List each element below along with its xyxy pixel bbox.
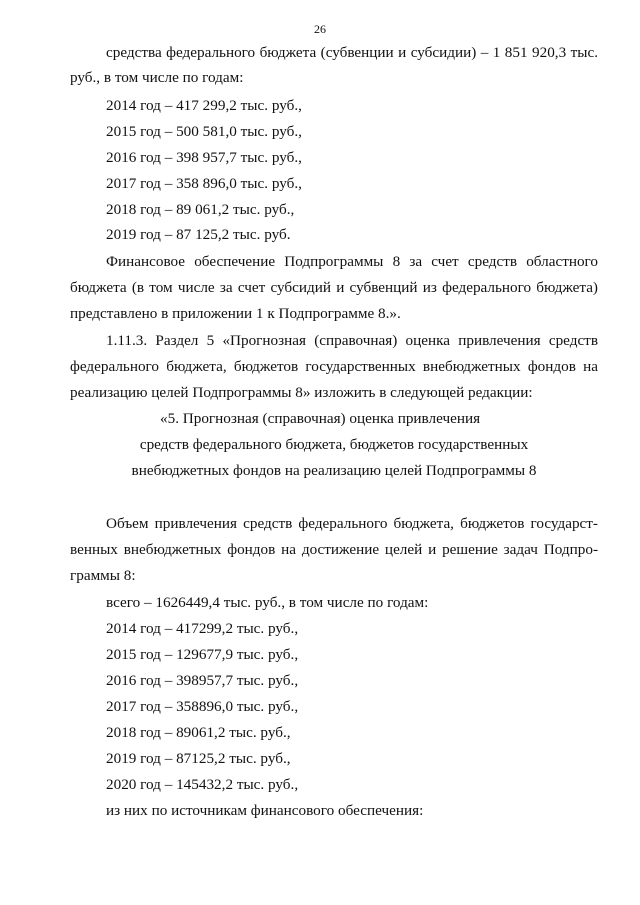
- page-number: 26: [314, 22, 326, 36]
- section-heading-line1: «5. Прогнозная (справочная) оценка привлечения: [160, 410, 481, 427]
- volume-paragraph-line1: Объем привлечения средств федерального бюджета, бюджетов государст-: [106, 515, 598, 532]
- block1-year-2016: 2016 год – 398 957,7 тыс. руб.,: [106, 149, 302, 166]
- block2-year-2016: 2016 год – 398957,7 тыс. руб.,: [106, 672, 299, 689]
- block2-year-2018: 2018 год – 89061,2 тыс. руб.,: [106, 724, 291, 741]
- block2-year-2015: 2015 год – 129677,9 тыс. руб.,: [106, 646, 299, 663]
- block1-year-2019: 2019 год – 87 125,2 тыс. руб.: [106, 226, 291, 243]
- section-paragraph-line3: реализацию целей Подпрограммы 8» изложить в следующей редакции:: [70, 384, 533, 401]
- block2-sources-line: из них по источникам финансового обеспечения:: [106, 802, 424, 819]
- section-heading-line3: внебюджетных фондов на реализацию целей Подпрограммы 8: [131, 462, 537, 479]
- section-heading-line2: средств федерального бюджета, бюджетов государственных: [139, 436, 529, 453]
- block1-year-2014: 2014 год – 417 299,2 тыс. руб.,: [106, 97, 302, 114]
- block2-year-2020: 2020 год – 145432,2 тыс. руб.,: [106, 776, 299, 793]
- financing-paragraph-line2: бюджета (в том числе за счет субсидий и субвенций из федерального бюджета): [70, 279, 598, 296]
- volume-paragraph-line3: граммы 8:: [70, 567, 136, 584]
- volume-paragraph-line2: венных внебюджетных фондов на достижение целей и решение задач Подпро-: [70, 541, 598, 558]
- block1-year-2018: 2018 год – 89 061,2 тыс. руб.,: [106, 201, 295, 218]
- block2-year-2019: 2019 год – 87125,2 тыс. руб.,: [106, 750, 291, 767]
- section-paragraph-line2: федерального бюджета, бюджетов государственных внебюджетных фондов на: [70, 358, 598, 375]
- block1-line2: руб., в том числе по годам:: [70, 69, 244, 86]
- section-paragraph-line1: 1.11.3. Раздел 5 «Прогнозная (справочная) оценка привлечения средств: [106, 332, 598, 349]
- block1-year-2017: 2017 год – 358 896,0 тыс. руб.,: [106, 175, 302, 192]
- block2-year-2017: 2017 год – 358896,0 тыс. руб.,: [106, 698, 299, 715]
- financing-paragraph-line3: представлено в приложении 1 к Подпрограмме 8.».: [70, 305, 401, 322]
- block2-year-2014: 2014 год – 417299,2 тыс. руб.,: [106, 620, 299, 637]
- block2-total: всего – 1626449,4 тыс. руб., в том числе по годам:: [106, 594, 429, 611]
- financing-paragraph-line1: Финансовое обеспечение Подпрограммы 8 за счет средств областного: [106, 253, 598, 270]
- block1-year-2015: 2015 год – 500 581,0 тыс. руб.,: [106, 123, 302, 140]
- block1-line1: средства федерального бюджета (субвенции и субсидии) – 1 851 920,3 тыс.: [106, 44, 598, 61]
